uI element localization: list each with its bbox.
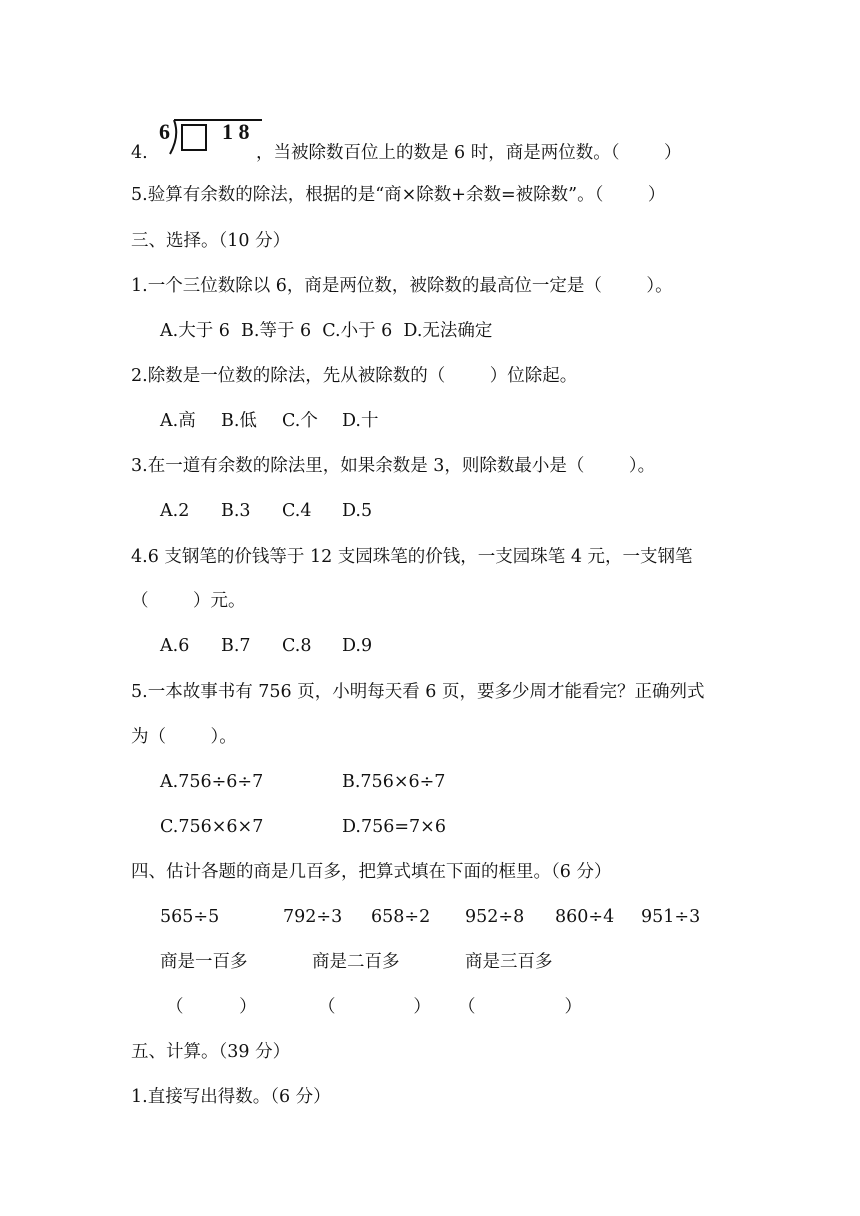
s4-expression: 952÷8 [465, 907, 525, 927]
s3-q1-stem: 1.一个三位数除以 6，商是两位数，被除数的最高位一定是（ ）。 [131, 276, 673, 296]
s3-q4-option-d: D.9 [342, 636, 373, 656]
s3-q3-option-b: B.3 [221, 501, 251, 521]
q4-number: 4. [131, 143, 148, 163]
s3-q5-stem-line2: 为（ ）。 [131, 727, 237, 747]
q4-text: ，当被除数百位上的数是 6 时，商是两位数。（ ） [256, 143, 682, 163]
divisor: 6 [159, 119, 170, 144]
s4-expression: 951÷3 [641, 907, 701, 927]
s3-q2-option-a: A.高 [160, 411, 196, 431]
section4-title: 四、估计各题的商是几百多，把算式填在下面的框里。（6 分） [131, 862, 612, 882]
s3-q4-option-b: B.7 [221, 636, 251, 656]
s3-q1-options: A.大于 6 B.等于 6 C.小于 6 D.无法确定 [160, 321, 493, 341]
section5-title: 五、计算。（39 分） [131, 1042, 291, 1062]
s3-q4-option-c: C.8 [282, 636, 312, 656]
s4-category-100s: 商是一百多 [160, 952, 248, 972]
s3-q2-option-c: C.个 [282, 411, 318, 431]
s3-q5-option-a: A.756÷6÷7 [160, 772, 264, 792]
s4-expression: 792÷3 [283, 907, 343, 927]
s3-q3-stem: 3.在一道有余数的除法里，如果余数是 3，则除数最小是（ ）。 [131, 456, 656, 476]
s4-answer-bracket-200s[interactable]: （ ） [318, 997, 431, 1017]
section3-title: 三、选择。（10 分） [131, 231, 291, 251]
blank-hundreds-box [181, 124, 207, 151]
s4-answer-bracket-100s[interactable]: （ ） [166, 997, 257, 1017]
s4-category-300s: 商是三百多 [465, 952, 553, 972]
s5-q1-title: 1.直接写出得数。（6 分） [131, 1087, 331, 1107]
s4-expression: 658÷2 [371, 907, 431, 927]
s3-q3-option-d: D.5 [342, 501, 373, 521]
s4-answer-bracket-300s[interactable]: （ ） [458, 997, 583, 1017]
s3-q2-option-b: B.低 [221, 411, 257, 431]
s3-q2-option-d: D.十 [342, 411, 379, 431]
s3-q5-option-d: D.756=7×6 [342, 817, 446, 837]
s3-q4-stem-line2: （ ）元。 [131, 591, 246, 611]
dividend-digits: 1 8 [222, 119, 250, 144]
s3-q4-stem-line1: 4.6 支钢笔的价钱等于 12 支园珠笔的价钱，一支园珠笔 4 元，一支钢笔 [131, 547, 693, 567]
q5-statement: 5.验算有余数的除法，根据的是“商×除数+余数=被除数”。（ ） [131, 185, 666, 205]
s3-q5-option-c: C.756×6×7 [160, 817, 264, 837]
s4-expression: 860÷4 [555, 907, 615, 927]
s4-category-200s: 商是二百多 [312, 952, 400, 972]
s3-q5-option-b: B.756×6÷7 [342, 772, 446, 792]
s3-q4-option-a: A.6 [160, 636, 190, 656]
s3-q3-option-c: C.4 [282, 501, 312, 521]
s3-q5-stem-line1: 5.一本故事书有 756 页，小明每天看 6 页，要多少周才能看完？正确列式 [131, 682, 705, 702]
s4-expression: 565÷5 [160, 907, 220, 927]
s3-q2-stem: 2.除数是一位数的除法，先从被除数的（ ）位除起。 [131, 366, 578, 386]
s3-q3-option-a: A.2 [160, 501, 190, 521]
long-division-figure [158, 116, 262, 156]
